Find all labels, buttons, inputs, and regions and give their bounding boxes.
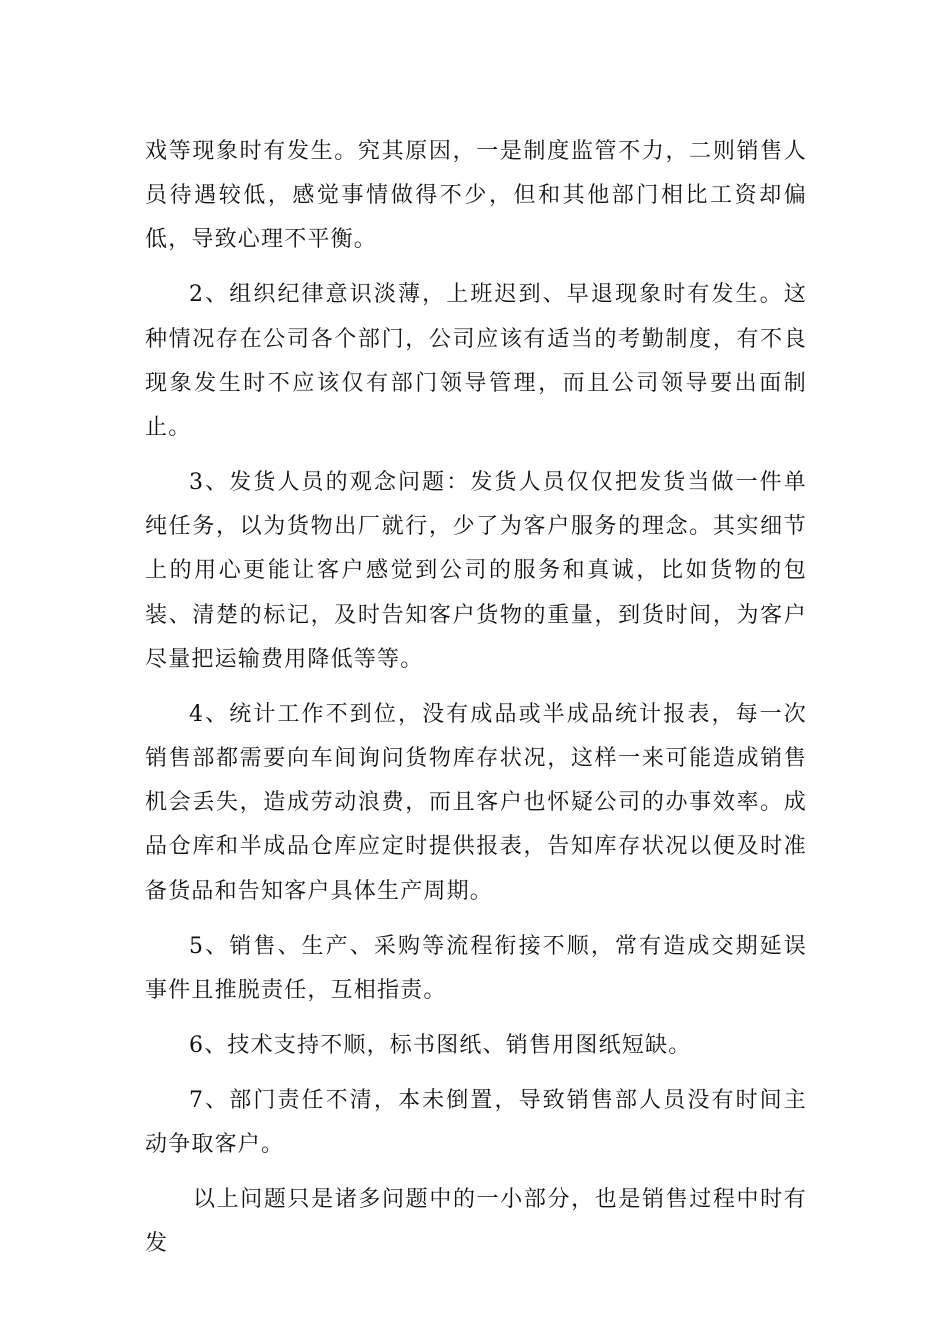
paragraph-item-4: 4、统计工作不到位，没有成品或半成品统计报表，每一次销售部都需要向车间询问货物库存状况，这样一来可能造成销售机会丢失，造成劳动浪费，而且客户也怀疑公司的办事效率。成品仓库和半成品仓库应定时提供报表，告知库存状况以便及时准备货品和告知客户具体生产周期。: [145, 701, 807, 904]
document-body: [145, 130, 807, 1277]
paragraph-item-3: 3、发货人员的观念问题：发货人员仅仅把发货当做一件单纯任务，以为货物出厂就行，少了为客户服务的理念。其实细节上的用心更能让客户感觉到公司的服务和真诚，比如货物的包装、清楚的标记，及时告知客户货物的重量，到货时间，为客户尽量把运输费用降低等等。: [145, 470, 807, 672]
paragraph-continuation: 戏等现象时有发生。究其原因，一是制度监管不力，二则销售人员待遇较低，感觉事情做得不少，但和其他部门相比工资却偏低，导致心理不平衡。: [145, 139, 807, 253]
paragraph-summary: 以上问题只是诸多问题中的一小部分，也是销售过程中时有发: [145, 1187, 807, 1257]
paragraph-item-7: 7、部门责任不清，本未倒置，导致销售部人员没有时间主动争取客户。: [145, 1087, 807, 1158]
paragraph-item-2: 2、组织纪律意识淡薄，上班迟到、早退现象时有发生。这种情况存在公司各个部门，公司应该有适当的考勤制度，有不良现象发生时不应该仅有部门领导管理，而且公司领导要出面制止。: [145, 282, 807, 441]
paragraph-item-5: 5、销售、生产、采购等流程衔接不顺，常有造成交期延误事件且推脱责任，互相指责。: [145, 933, 807, 1003]
paragraph-item-6: 6、技术支持不顺，标书图纸、销售用图纸短缺。: [189, 1032, 692, 1058]
